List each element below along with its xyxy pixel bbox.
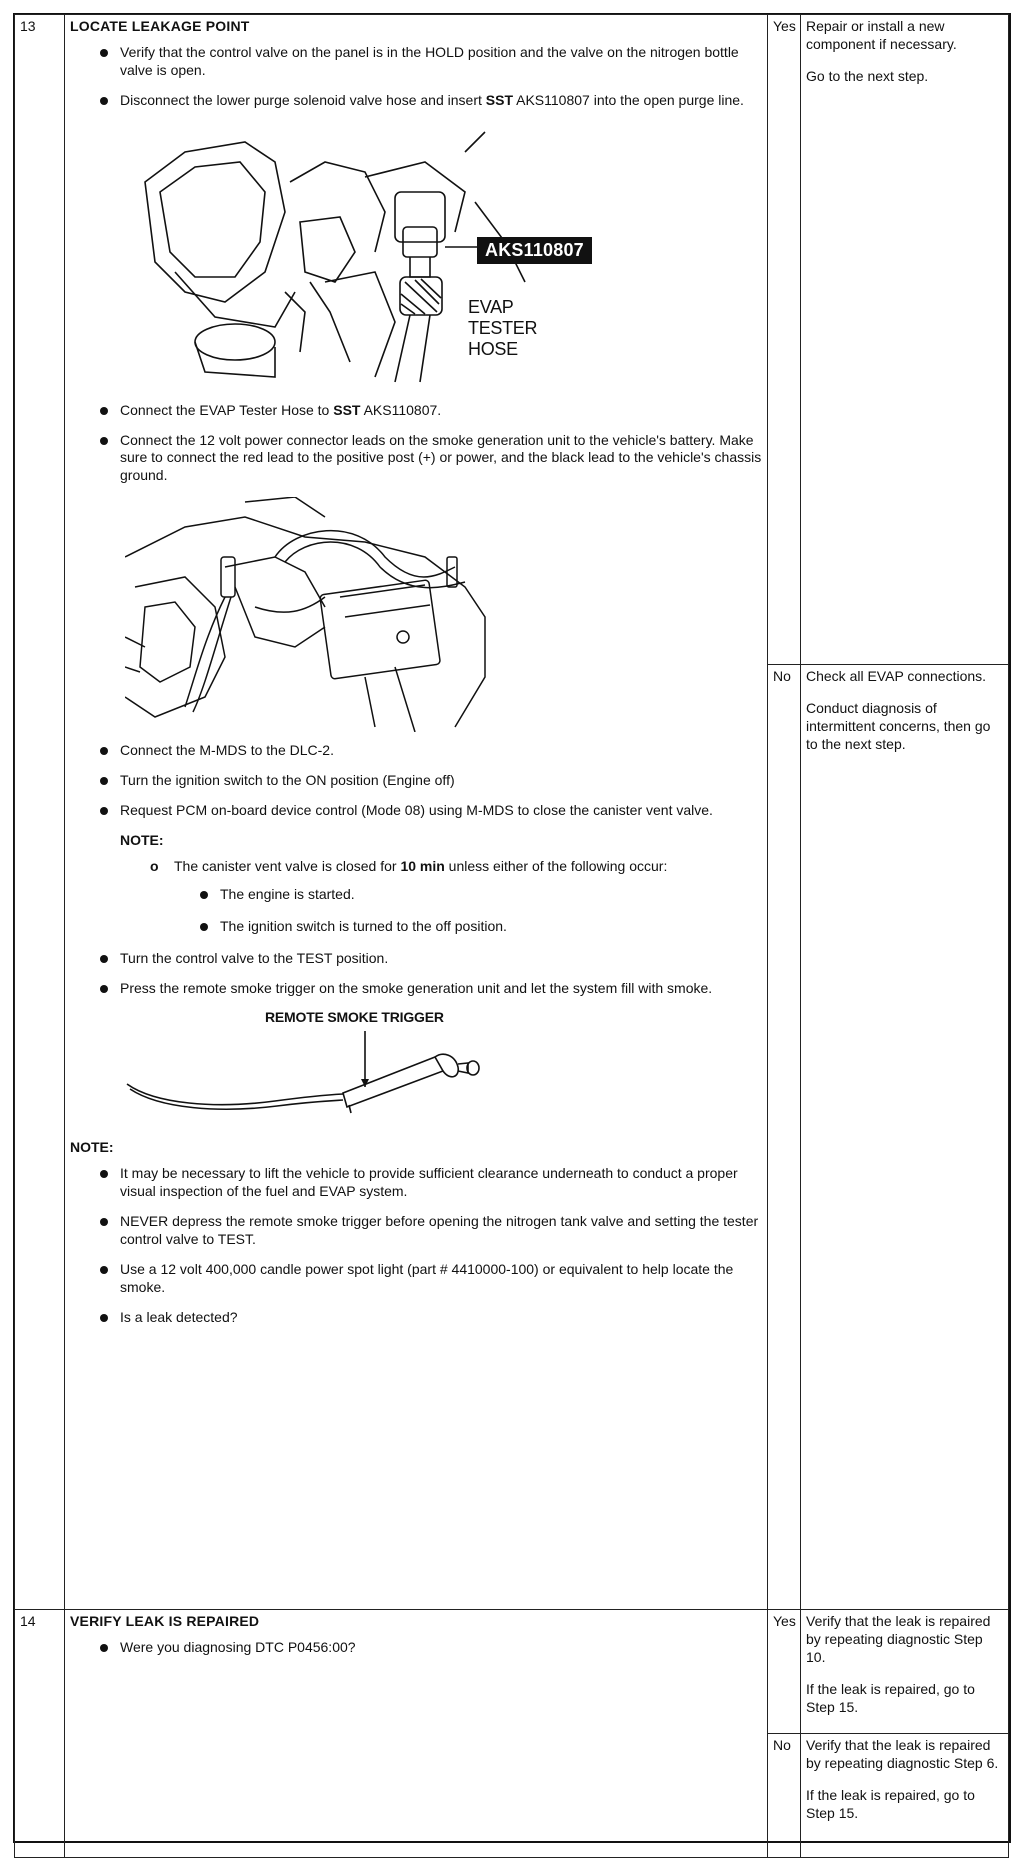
- yes-label: Yes: [768, 15, 801, 665]
- battery-drawing: [125, 497, 525, 732]
- list-item: [100, 92, 762, 110]
- note-label: NOTE:: [70, 1139, 114, 1156]
- list-item: Verify that the control valve on the panel is in the HOLD position and the valve on the nitrogen bottle valve is open.: [100, 44, 762, 80]
- list-item: It may be necessary to lift the vehicle to provide sufficient clearance underneath to conduct a proper visual inspection of the fuel and EVAP system.: [100, 1165, 762, 1201]
- action-list: [70, 402, 762, 486]
- action-list: [70, 950, 762, 998]
- result-text: Go to the next step.: [806, 67, 929, 84]
- list-item: Connect the M-MDS to the DLC-2.: [100, 742, 762, 760]
- list-item-text: Connect the EVAP Tester Hose to: [120, 401, 334, 418]
- no-result: [801, 1734, 1009, 1858]
- step-title: LOCATE LEAKAGE POINT: [70, 18, 250, 34]
- action-list: [70, 44, 762, 110]
- action-list: [70, 742, 762, 820]
- evap-hose-label-line: TESTER: [468, 317, 538, 338]
- result-text: Verify that the leak is repaired by repeating diagnostic Step 10.: [806, 1613, 991, 1665]
- list-item: Were you diagnosing DTC P0456:00?: [100, 1639, 762, 1657]
- sst-callout-box: [477, 237, 592, 264]
- no-result: [801, 665, 1009, 1610]
- yes-result: [801, 1610, 1009, 1734]
- sst-label: SST: [333, 401, 361, 418]
- sst-adapter-illustration: [125, 122, 625, 392]
- note-text: [150, 858, 762, 876]
- list-item: Press the remote smoke trigger on the smoke generation unit and let the system fill with smoke.: [100, 980, 762, 998]
- no-label: No: [768, 1734, 801, 1858]
- battery-connection-illustration: [125, 497, 525, 732]
- sst-callout-label: AKS110807: [485, 239, 584, 260]
- list-item: NEVER depress the remote smoke trigger before opening the nitrogen tank valve and setting the tester control valve to TEST.: [100, 1213, 762, 1249]
- no-label: No: [768, 665, 801, 1610]
- result-text: If the leak is repaired, go to Step 15.: [806, 1786, 975, 1821]
- list-item-text: AKS110807.: [360, 401, 442, 418]
- note-text-part: The canister vent valve is closed for: [174, 857, 401, 874]
- result-text: Verify that the leak is repaired by repeating diagnostic Step 6.: [806, 1737, 999, 1771]
- step-number: 13: [15, 15, 65, 1610]
- note-text-part: unless either of the following occur:: [444, 857, 668, 874]
- note-label: NOTE:: [120, 831, 164, 848]
- list-item: Request PCM on-board device control (Mode 08) using M-MDS to close the canister vent valve.: [100, 802, 762, 820]
- note-duration: 10 min: [400, 857, 445, 874]
- result-text: If the leak is repaired, go to Step 15.: [806, 1680, 975, 1715]
- list-item-text: AKS110807 into the open purge line.: [513, 91, 744, 108]
- step-action-cell: [65, 15, 768, 1610]
- sst-label: SST: [485, 91, 514, 108]
- result-text: Conduct diagnosis of intermittent concerns, then go to the next step.: [806, 699, 991, 752]
- yes-result: [801, 15, 1009, 665]
- step-number: 14: [15, 1610, 65, 1858]
- action-list: [70, 1639, 762, 1657]
- list-item: Use a 12 volt 400,000 candle power spot light (part # 4410000-100) or equivalent to help locate the smoke.: [100, 1261, 762, 1297]
- note-condition-list: [70, 886, 762, 936]
- list-item: Is a leak detected?: [100, 1309, 762, 1327]
- yes-label: Yes: [768, 1610, 801, 1734]
- hollow-bullet-icon: o: [150, 857, 159, 874]
- list-item: The engine is started.: [200, 886, 762, 904]
- trigger-drawing: [125, 1009, 625, 1129]
- note-list: [70, 1165, 762, 1326]
- result-text: Check all EVAP connections.: [806, 668, 987, 684]
- diagnostic-table: [14, 14, 1009, 1858]
- step-action-cell: [65, 1610, 768, 1858]
- list-item: Turn the control valve to the TEST position.: [100, 950, 762, 968]
- step-title: VERIFY LEAK IS REPAIRED: [70, 1613, 260, 1629]
- list-item: The ignition switch is turned to the off position.: [200, 918, 762, 936]
- list-item: Turn the ignition switch to the ON position (Engine off): [100, 772, 762, 790]
- result-text: Repair or install a new component if necessary.: [806, 18, 957, 52]
- list-item: [100, 402, 762, 420]
- note-sub-item: [70, 858, 762, 876]
- evap-hose-label-line: EVAP: [468, 296, 514, 317]
- list-item: Connect the 12 volt power connector leads on the smoke generation unit to the vehicle's battery. Make sure to connect the red lead to the positive post (+) or power, and the black lead to the vehicle's chassis ground.: [100, 432, 762, 486]
- evap-hose-label: [468, 297, 537, 360]
- evap-hose-label-line: HOSE: [468, 338, 518, 359]
- remote-trigger-label: REMOTE SMOKE TRIGGER: [265, 1009, 444, 1026]
- list-item-text: Disconnect the lower purge solenoid valve hose and insert: [120, 91, 486, 108]
- remote-trigger-illustration: [125, 1009, 625, 1129]
